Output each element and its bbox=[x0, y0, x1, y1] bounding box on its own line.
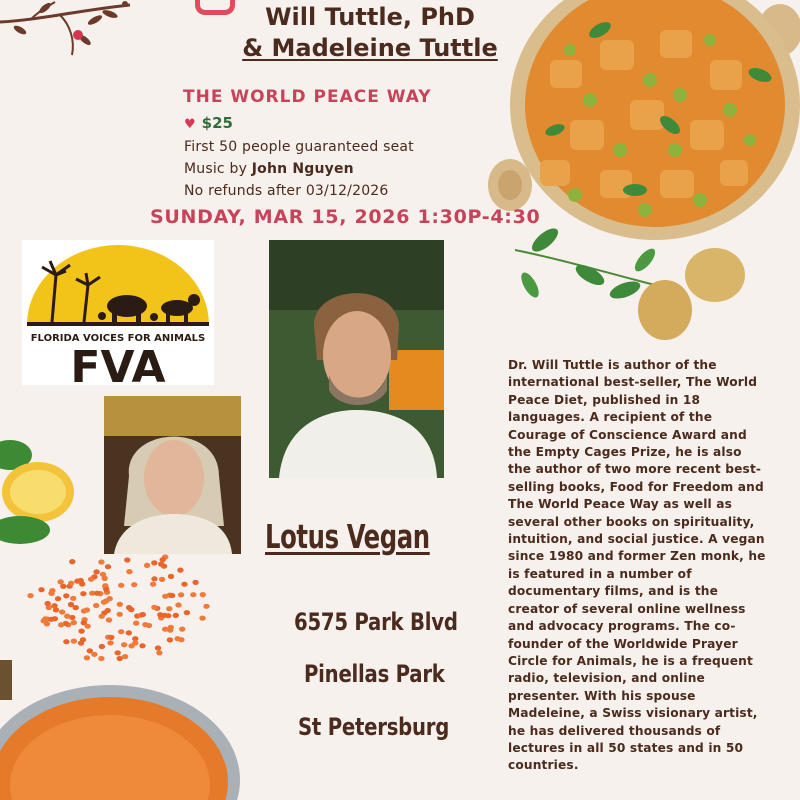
lentil bbox=[140, 612, 146, 617]
lentil bbox=[192, 580, 198, 585]
venue-city: St Petersburg bbox=[298, 713, 450, 741]
lentil bbox=[73, 605, 79, 610]
lentil bbox=[69, 559, 75, 564]
lentil bbox=[59, 609, 65, 614]
lentil bbox=[99, 644, 105, 649]
lentil bbox=[58, 579, 64, 584]
lentil bbox=[70, 596, 76, 601]
lentil bbox=[103, 587, 109, 592]
lentil bbox=[68, 581, 74, 586]
lentil bbox=[160, 557, 166, 562]
lentil bbox=[139, 643, 145, 648]
lentil bbox=[71, 639, 77, 644]
lentil bbox=[159, 577, 165, 582]
price-value: $25 bbox=[201, 114, 233, 132]
lentil bbox=[102, 576, 108, 581]
lentil bbox=[45, 601, 51, 606]
event-date: SUNDAY, MAR 15, 2026 1:30P-4:30 bbox=[150, 206, 541, 228]
lentil bbox=[115, 650, 121, 655]
lentil bbox=[175, 602, 181, 607]
lentil bbox=[200, 592, 206, 597]
ticket-price bbox=[184, 114, 233, 132]
lentil bbox=[146, 623, 152, 628]
lentil bbox=[155, 645, 161, 650]
lentil bbox=[93, 569, 99, 574]
lentil bbox=[124, 557, 130, 562]
lentil bbox=[174, 636, 180, 641]
lentil bbox=[49, 588, 55, 593]
soup-bowl-illustration bbox=[0, 660, 240, 800]
lentil bbox=[117, 612, 123, 617]
lentil bbox=[168, 574, 174, 579]
speaker-line-1: Will Tuttle, PhD bbox=[265, 3, 475, 31]
lentil bbox=[144, 563, 150, 568]
lentil bbox=[48, 617, 54, 622]
lentil bbox=[169, 593, 175, 598]
lentil bbox=[166, 606, 172, 611]
heart-icon: ♥ bbox=[184, 117, 196, 132]
lentil bbox=[117, 602, 123, 607]
lentil bbox=[98, 559, 104, 564]
lentil bbox=[167, 637, 173, 642]
venue-name: Lotus Vegan bbox=[265, 517, 430, 556]
lentil bbox=[94, 591, 100, 596]
music-prefix: Music by bbox=[184, 161, 252, 177]
lentil bbox=[99, 614, 105, 619]
lentil bbox=[81, 608, 87, 613]
speaker-bio: Dr. Will Tuttle is author of the international best-seller, The World Peace Diet, published in 18 languages. A recipient of the Courage of Conscience Award and the Empty Cages Prize, he is also the author of two more recent best-selling books, Food for Freedom and The World Peace Way as well as several other books on spirituality, intuition, and social justice. A vegan since 1980 and former Zen monk, he is featured in a number of documentary films, and is the creator of several online wellness and advocacy programs. The co-founder of the Worldwide Prayer Circle for Animals, he is a frequent radio, television, and online presenter. With his spouse Madeleine, a Swiss visionary artist, he has delivered thousands of lectures in all 50 states and in 50 countries. bbox=[508, 358, 766, 773]
lentil bbox=[128, 607, 134, 612]
lentil bbox=[105, 564, 111, 569]
lentil bbox=[85, 624, 91, 629]
branch-illustration bbox=[0, 0, 140, 70]
lentil bbox=[55, 596, 61, 601]
lentil bbox=[151, 560, 157, 565]
lentil bbox=[107, 640, 113, 645]
lentil bbox=[179, 627, 185, 632]
lentil bbox=[157, 612, 163, 617]
lentil bbox=[177, 568, 183, 573]
venue-street: 6575 Park Blvd bbox=[294, 608, 458, 636]
lentil bbox=[156, 650, 162, 655]
lentil bbox=[133, 621, 139, 626]
lentil bbox=[131, 582, 137, 587]
lentil bbox=[199, 616, 205, 621]
lentil bbox=[151, 576, 157, 581]
lentil bbox=[121, 642, 127, 647]
lentil bbox=[74, 579, 80, 584]
lentil bbox=[41, 618, 47, 623]
lentil bbox=[178, 592, 184, 597]
lentil bbox=[87, 648, 93, 653]
lentil bbox=[93, 603, 99, 608]
fva-org-name: FLORIDA VOICES FOR ANIMALS bbox=[30, 333, 206, 344]
fva-logo-graphic bbox=[22, 240, 214, 385]
will-tuttle-photo bbox=[269, 240, 444, 478]
lentil bbox=[51, 603, 57, 608]
fva-initials: FVA bbox=[70, 342, 166, 385]
lentil bbox=[63, 639, 69, 644]
lentil bbox=[118, 583, 124, 588]
refund-note: No refunds after 03/12/2026 bbox=[184, 183, 389, 199]
lentil bbox=[151, 605, 157, 610]
event-title: THE WORLD PEACE WAY bbox=[183, 87, 432, 107]
madeleine-tuttle-photo bbox=[104, 396, 241, 554]
lentil bbox=[190, 592, 196, 597]
lentil bbox=[203, 604, 209, 609]
lentil bbox=[162, 627, 168, 632]
fva-logo bbox=[22, 240, 214, 385]
lentil bbox=[168, 625, 174, 630]
lentil bbox=[158, 562, 164, 567]
lentil bbox=[126, 569, 132, 574]
lentil bbox=[63, 593, 69, 598]
lentil bbox=[78, 629, 84, 634]
lentil bbox=[150, 582, 156, 587]
lentil bbox=[128, 643, 134, 648]
lentil bbox=[27, 593, 33, 598]
lentil bbox=[184, 610, 190, 615]
lentil bbox=[58, 622, 64, 627]
lentil bbox=[118, 629, 124, 634]
lentil bbox=[108, 635, 114, 640]
seat-note: First 50 people guaranteed seat bbox=[184, 139, 414, 155]
lentil bbox=[80, 591, 86, 596]
lentil bbox=[64, 614, 70, 619]
music-credit bbox=[184, 161, 354, 177]
music-artist: John Nguyen bbox=[251, 161, 354, 177]
lentil bbox=[181, 582, 187, 587]
lentil bbox=[107, 596, 113, 601]
lentil bbox=[80, 637, 86, 642]
lentil bbox=[173, 613, 179, 618]
speaker-line-2: & Madeleine Tuttle bbox=[242, 34, 498, 62]
lentil bbox=[71, 620, 77, 625]
lentil bbox=[126, 630, 132, 635]
lentil bbox=[88, 577, 94, 582]
lemon-illustration bbox=[0, 430, 80, 550]
lentil bbox=[38, 587, 44, 592]
lentil bbox=[106, 617, 112, 622]
potato-illustration bbox=[505, 215, 755, 350]
venue-area: Pinellas Park bbox=[304, 660, 445, 688]
